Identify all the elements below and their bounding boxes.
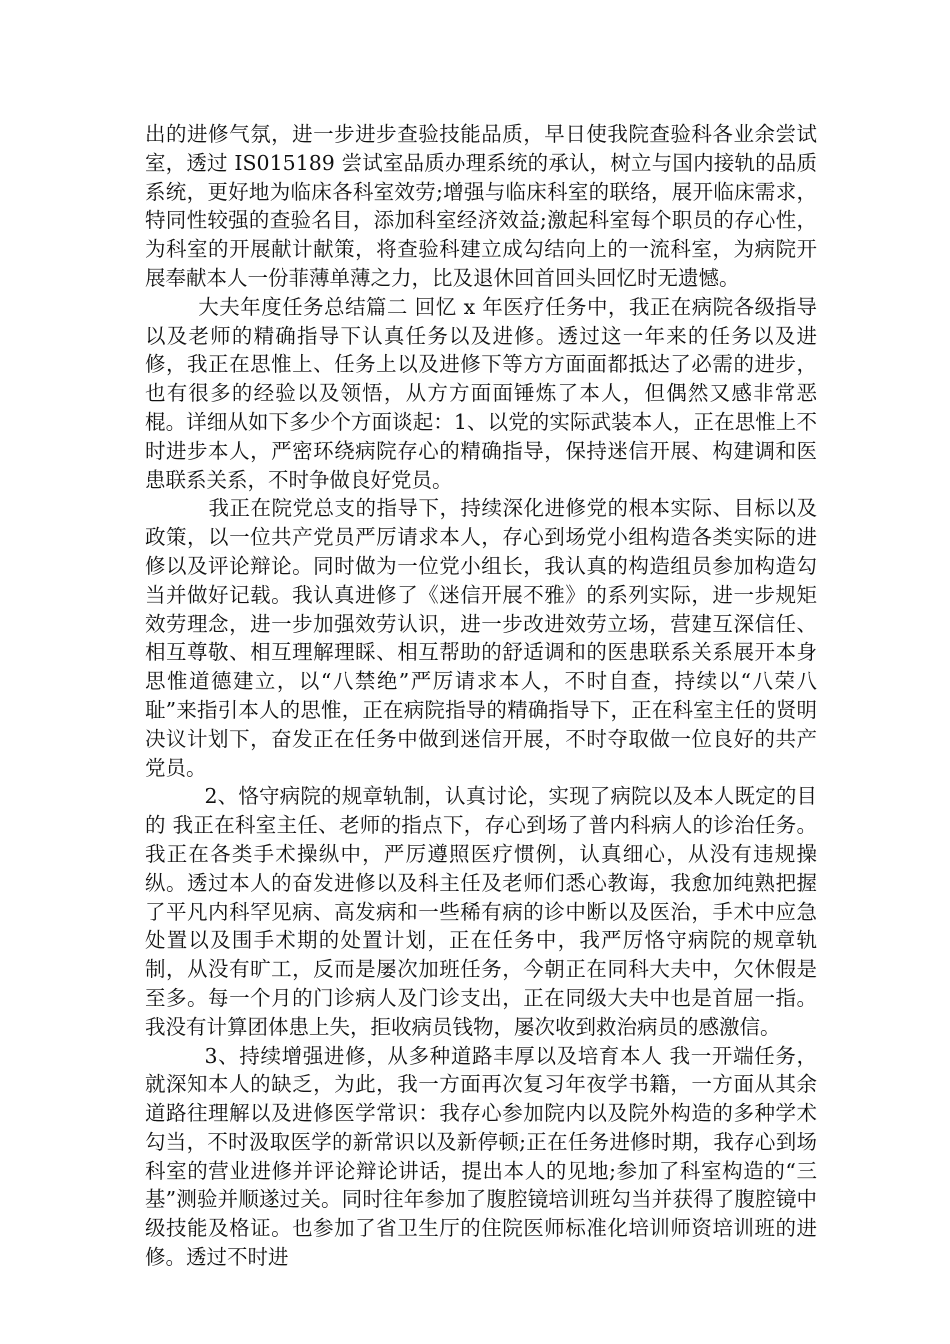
paragraph-5: 3、持续增强进修，从多种道路丰厚以及培育本人 我一开端任务，就深知本人的缺乏，为此，我一方面再次复习年夜学书籍，一方面从其余道路往理解以及进修医学常识：我存心参加院内以及院外构造的多种学术勾当，不时汲取医学的新常识以及新停顿;正在任务进修时期，我存心到场科室的营业进修并评论辩论讲话，提出本人的见地;参加了科室构造的“三基”测验并顺遂过关。同时往年参加了腹腔镜培训班勾当并获得了腹腔镜中级技能及格证。也参加了省卫生厅的住院医师标准化培训师资培训班的进修。透过不时进 xyxy=(145,1043,817,1270)
paragraph-2: 大夫年度任务总结篇二 回忆 x 年医疗任务中，我正在病院各级指导以及老师的精确指导下认真任务以及进修。透过这一年来的任务以及进修，我正在思惟上、任务上以及进修下等方方面面都抵达了必需的进步，也有很多的经验以及领悟，从方方面面锤炼了本人，但偶然又感非常恶棍。详细从如下多少个方面谈起：1、以党的实际武装本人，正在思惟上不时进步本人，严密环绕病院存心的精确指导，保持迷信开展、构建调和医患联系关系，不时争做良好党员。 xyxy=(145,294,817,492)
document-body xyxy=(145,120,817,1272)
paragraph-3: 我正在院党总支的指导下，持续深化进修党的根本实际、目标以及政策，以一位共产党员严厉请求本人，存心到场党小组构造各类实际的进修以及评论辩论。同时做为一位党小组长，我认真的构造组员参加构造勾当并做好记载。我认真进修了《迷信开展不雅》的系列实际，进一步规矩效劳理念，进一步加强效劳认识，进一步改进效劳立场，营建互深信任、相互尊敬、相互理解理睬、相互帮助的舒适调和的医患联系关系展开本身思惟道德建立，以“八禁绝”严厉请求本人，不时自查，持续以“八荣八耻”来指引本人的思惟，正在病院指导的精确指导下，正在科室主任的贤明决议计划下，奋发正在任务中做到迷信开展，不时夺取做一位良好的共产党员。 xyxy=(145,496,817,780)
paragraph-1: 出的进修气氛，进一步进步查验技能品质，早日使我院查验科各业余尝试室，透过 IS015189 尝试室品质办理系统的承认，树立与国内接轨的品质系统，更好地为临床各科室效劳;增强与临床科室的联络，展开临床需求，特同性较强的查验名目，添加科室经济效益;激起科室每个职员的存心性，为科室的开展献计献策，将查验科建立成勾结向上的一流科室，为病院开展奉献本人一份菲薄单薄之力，比及退休回首回头回忆时无遗憾。 xyxy=(145,122,817,290)
paragraph-4: 2、恪守病院的规章轨制，认真讨论，实现了病院以及本人既定的目的 我正在科室主任、老师的指点下，存心到场了普内科病人的诊治任务。我正在各类手术操纵中，严厉遵照医疗惯例，认真细心，从没有违规操纵。透过本人的奋发进修以及科主任及老师们悉心教诲，我愈加纯熟把握了平凡内科罕见病、高发病和一些稀有病的诊中断以及医治，手术中应急处置以及围手术期的处置计划，正在任务中，我严厉恪守病院的规章轨制，从没有旷工，反而是屡次加班任务，今朝正在同科大夫中，欠休假是至多。每一个月的门诊病人及门诊支出，正在同级大夫中也是首屈一指。我没有计算团体患上失，拒收病员钱物，屡次收到救治病员的感激信。 xyxy=(145,784,817,1039)
